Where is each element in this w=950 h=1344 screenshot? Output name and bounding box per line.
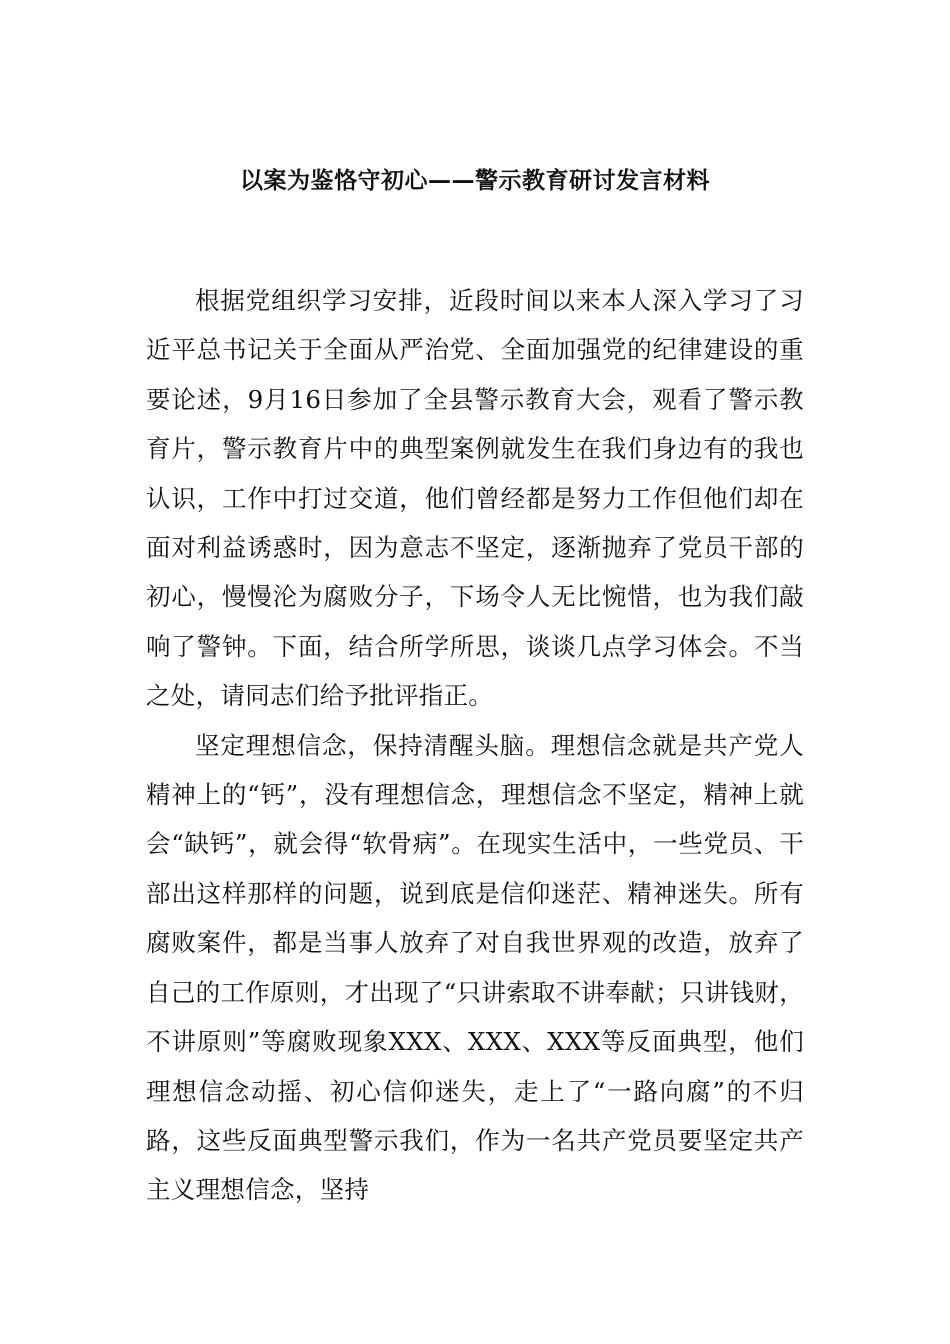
paragraph-intro: 根据党组织学习安排，近段时间以来本人深入学习了习近平总书记关于全面从严治党、全面加强党的纪律建设的重要论述，9月16日参加了全县警示教育大会，观看了警示教育片，警示教育片中的典型案例就发生在我们身边有的我也认识，工作中打过交道，他们曾经都是努力工作但他们却在面对利益诱惑时，因为意志不坚定，逐渐抛弃了党员干部的初心，慢慢沦为腐败分子，下场令人无比惋惜，也为我们敲响了警钟。下面，结合所学所思，谈谈几点学习体会。不当之处，请同志们给予批评指正。: [146, 286, 804, 711]
document-body: [146, 276, 804, 1215]
paragraph-ideals: 坚定理想信念，保持清醒头脑。理想信念就是共产党人精神上的“钙”，没有理想信念，理想信念不坚定，精神上就会“缺钙”，就会得“软骨病”。在现实生活中，一些党员、干部出这样那样的问题，说到底是信仰迷茫、精神迷失。所有腐败案件，都是当事人放弃了对自我世界观的改造，放弃了自己的工作原则，才出现了“只讲索取不讲奉献；只讲钱财，不讲原则”等腐败现象XXX、XXX、XXX等反面典型，他们理想信念动摇、初心信仰迷失，走上了“一路向腐”的不归路，这些反面典型警示我们，作为一名共产党员要坚定共产主义理想信念，坚持: [146, 730, 804, 1205]
document-title: 以案为鉴恪守初心——警示教育研讨发言材料: [240, 168, 710, 194]
